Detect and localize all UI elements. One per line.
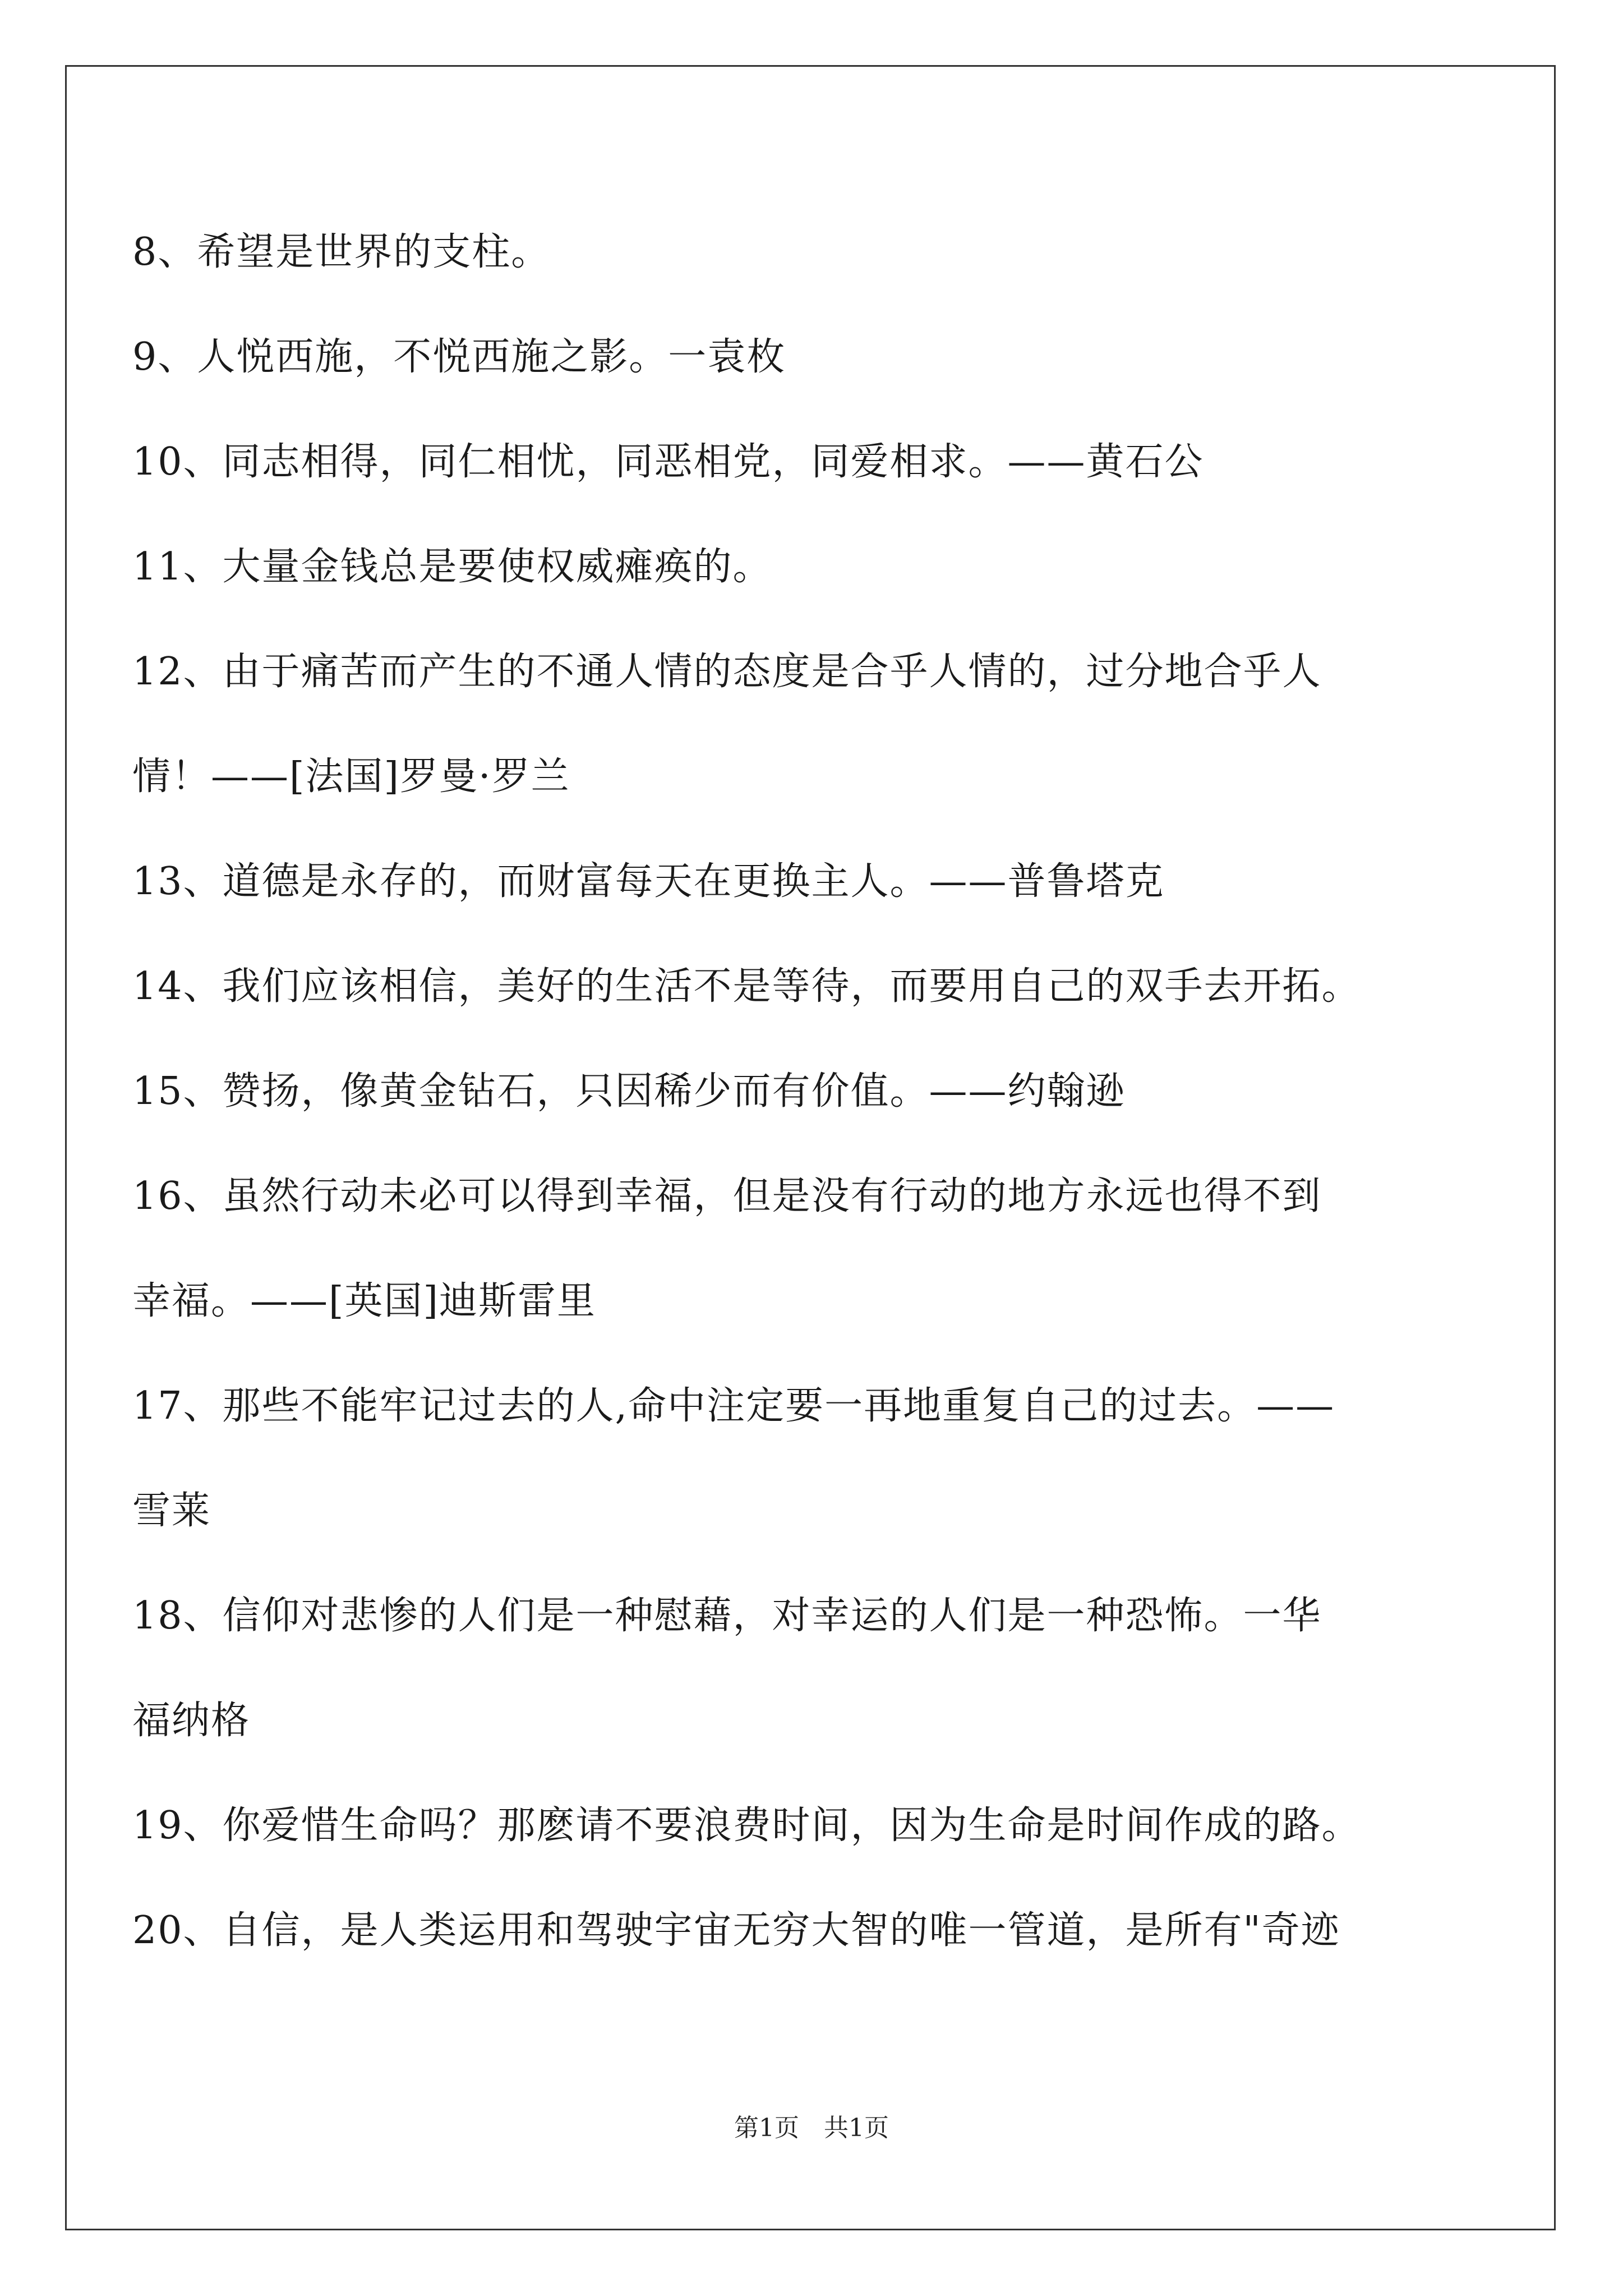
text-line: 情！——[法国]罗曼·罗兰 [132,754,570,799]
page-number-footer: 第1页 共1页 [734,2114,889,2142]
text-line: 20、自信，是人类运用和驾驶宇宙无穷大智的唯一管道，是所有"奇迹 [132,1908,1340,1953]
text-line: 16、虽然行动未必可以得到幸福，但是没有行动的地方永远也得不到 [132,1174,1322,1218]
text-line: 幸福。——[英国]迪斯雷里 [132,1279,597,1323]
text-line: 雪莱 [132,1489,211,1533]
text-line: 17、那些不能牢记过去的人,命中注定要一再地重复自己的过去。—— [132,1384,1335,1428]
text-line: 11、大量金钱总是要使权威瘫痪的。 [132,545,772,589]
text-line: 9、人悦西施，不悦西施之影。一袁枚 [132,335,786,379]
text-line: 19、你爱惜生命吗？那麽请不要浪费时间，因为生命是时间作成的路。 [132,1803,1361,1848]
text-line: 12、由于痛苦而产生的不通人情的态度是合乎人情的，过分地合乎人 [132,650,1322,694]
text-line: 10、同志相得，同仁相忧，同恶相党，同爱相求。——黄石公 [132,440,1204,484]
text-line: 13、道德是永存的，而财富每天在更换主人。——普鲁塔克 [132,859,1165,904]
text-line: 14、我们应该相信，美好的生活不是等待，而要用自己的双手去开拓。 [132,964,1361,1009]
text-line: 15、赞扬，像黄金钻石，只因稀少而有价值。——约翰逊 [132,1069,1126,1114]
text-line: 福纳格 [132,1699,251,1743]
text-line: 18、信仰对悲惨的人们是一种慰藉，对幸运的人们是一种恐怖。一华 [132,1594,1322,1638]
text-line: 8、希望是世界的支柱。 [132,230,551,274]
